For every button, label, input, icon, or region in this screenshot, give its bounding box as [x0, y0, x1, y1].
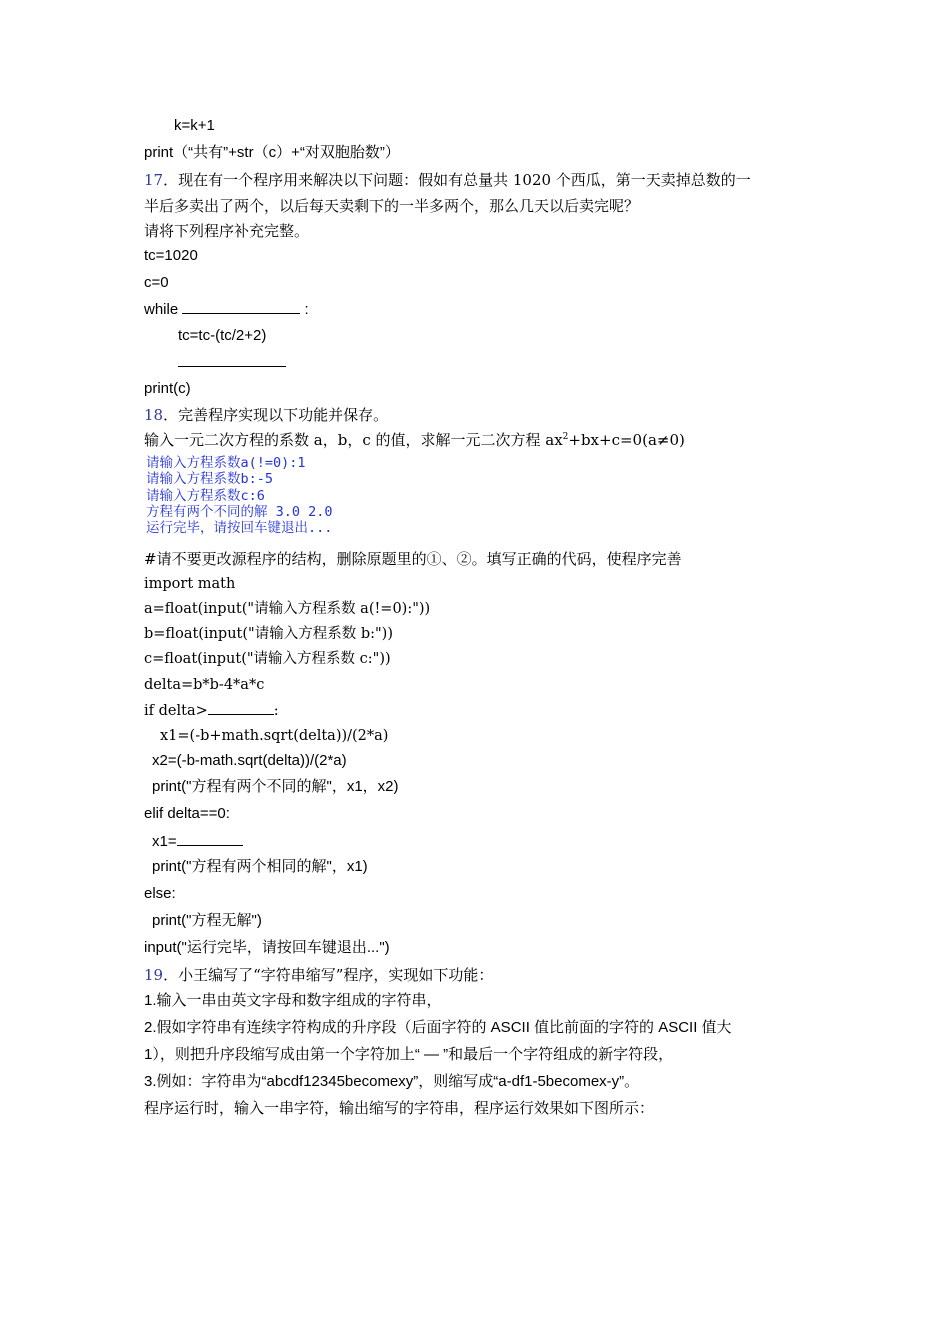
while-keyword: while [144, 301, 183, 318]
code-delta: delta=b*b-4*a*c [144, 677, 265, 693]
q17-instruction: 请将下列程序补充完整。 [144, 222, 310, 240]
code-line-print-count: print（“共有”+str（c）+“对双胞胎数”） [144, 144, 400, 161]
q19-item-3: 3.例如：字符串为“abcdf12345becomexy”，则缩写成“a-df1-5becomex-y”。 [144, 1073, 640, 1090]
q19-text-a: ．小王编写了“字符串缩写”程序，实现如下功能： [163, 966, 494, 984]
code-input-a: a=float(input("请输入方程系数 a(!=0):")) [144, 601, 431, 617]
code-input-b: b=float(input("请输入方程系数 b:")) [144, 626, 393, 642]
console-line: 请输入方程系数a(!=0):1 [146, 455, 306, 471]
q18-number: 18 [144, 406, 164, 424]
code-print-two-roots: print("方程有两个不同的解"，x1，x2) [152, 778, 399, 795]
q17-number: 17 [144, 171, 164, 189]
console-line: 方程有两个不同的解 3.0 2.0 [146, 503, 333, 520]
q19-item-1: 1.输入一串由英文字母和数字组成的字符串， [144, 992, 442, 1009]
code-print-same-root: print("方程有两个相同的解"，x1) [152, 858, 368, 875]
if-keyword: if delta> [144, 703, 208, 719]
console-output-screenshot [146, 455, 386, 536]
x1-blank [177, 831, 243, 846]
code-line-tc-init: tc=1020 [144, 247, 198, 264]
console-line: 请输入方程系数c:6 [146, 487, 265, 504]
q18-desc-post: +bx+c=0(a≠0) [568, 431, 685, 449]
code-else: else: [144, 885, 176, 902]
q17-text-a: ．现在有一个程序用来解决以下问题：假如有总量共 1020 个西瓜，第一天卖掉总数的一 [163, 171, 751, 189]
q18-text-a: ．完善程序实现以下功能并保存。 [163, 406, 389, 424]
code-line-k-increment: k=k+1 [174, 117, 215, 134]
console-line: 请输入方程系数b:-5 [146, 471, 274, 488]
code-line-blank [178, 352, 286, 373]
if-condition-blank [208, 700, 274, 715]
code-line-c-init: c=0 [144, 274, 169, 291]
q19-number: 19 [144, 966, 164, 984]
q18-exponent: 2 [562, 432, 569, 442]
q17-text-line-2: 半后多卖出了两个，以后每天卖剩下的一半多两个，那么几天以后卖完呢？ [144, 197, 640, 215]
code-print-no-solution: print("方程无解") [152, 912, 262, 929]
q17-text-line-1 [144, 170, 751, 190]
q18-desc-pre: 输入一元二次方程的系数 a，b，c 的值，求解一元二次方程 ax [144, 431, 563, 449]
q19-item-2: 2.假如字符串有连续字符构成的升序段（后面字符的 ASCII 值比前面的字符的 ASCII 值大 [144, 1019, 732, 1036]
code-line-while [144, 299, 309, 320]
code-if-delta [144, 700, 279, 721]
x1-assign: x1= [152, 833, 177, 850]
q19-item-2-cont: 1），则把升序段缩写成由第一个字符加上“ — ”和最后一个字符组成的新字符段， [144, 1046, 674, 1063]
q18-title [144, 405, 388, 425]
code-input-exit: input("运行完毕，请按回车键退出...") [144, 939, 390, 956]
while-colon: : [300, 301, 309, 318]
code-x1-equal [152, 831, 243, 852]
code-input-c: c=float(input("请输入方程系数 c:")) [144, 651, 391, 667]
q19-title [144, 965, 493, 985]
code-line-tc-update: tc=tc-(tc/2+2) [178, 327, 267, 344]
q18-description [144, 430, 685, 450]
if-colon: : [273, 703, 279, 719]
code-line-print-c: print(c) [144, 380, 191, 397]
loop-body-blank [178, 352, 286, 367]
console-line: 运行完毕，请按回车键退出... [146, 520, 333, 537]
code-elif: elif delta==0: [144, 805, 230, 822]
while-condition-blank [182, 299, 300, 314]
code-x2-formula: x2=(-b-math.sqrt(delta))/(2*a) [152, 752, 347, 769]
q18-note: #请不要更改源程序的结构，删除原题里的①、②。填写正确的代码，使程序完善 [144, 550, 682, 568]
code-import-math: import math [144, 576, 236, 592]
code-x1-formula: x1=(-b+math.sqrt(delta))/(2*a) [160, 728, 389, 744]
q19-run-description: 程序运行时，输入一串字符，输出缩写的字符串，程序运行效果如下图所示： [144, 1099, 655, 1117]
